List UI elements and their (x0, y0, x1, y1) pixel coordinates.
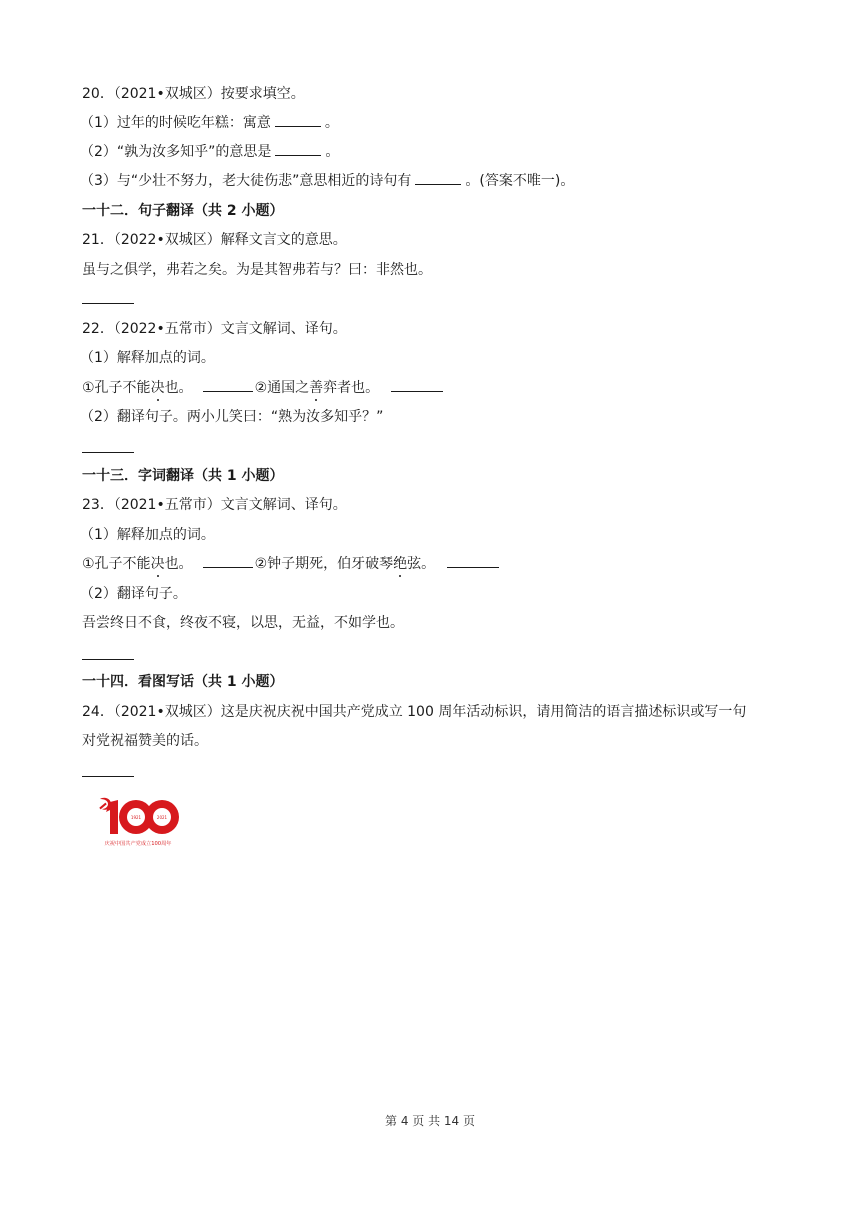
answer-blank[interactable] (391, 379, 443, 392)
answer-blank[interactable] (203, 555, 253, 568)
q20-part2-text: （2）“孰为汝多知乎”的意思是 (80, 144, 272, 160)
q20-part1-text: （1）过年的时候吃年糕：寓意 (80, 115, 271, 131)
q22-item1-text: ①孔子不能 (82, 380, 151, 396)
dotted-word: 绝 (393, 556, 408, 572)
q23-header: 23．（2021•五常市）文言文解词、译句。 (82, 497, 347, 513)
q23-items (82, 555, 503, 573)
answer-blank[interactable] (415, 172, 461, 185)
answer-blank[interactable] (203, 379, 253, 392)
dotted-word: 善 (309, 380, 324, 396)
answer-line[interactable] (82, 452, 134, 453)
q22-item2-text: ②通国之 (254, 380, 310, 396)
q20-part1 (80, 114, 339, 132)
q23-text: 吾尝终日不食，终夜不寝，以思，无益，不如学也。 (82, 615, 404, 631)
q20-part3 (80, 172, 574, 190)
section-heading: 一十四．看图写话（共 1 小题） (82, 674, 284, 690)
q24-header: 24．（2021•双城区）这是庆祝庆祝中国共产党成立 100 周年活动标识，请用简洁的语言描述标识或写一句 (82, 704, 747, 720)
dotted-word: 决 (150, 380, 165, 396)
q22-part2: （2）翻译句子。两小儿笑曰：“熟为汝多知乎？” (80, 409, 384, 425)
q20-part3-text: （3）与“少壮不努力，老大徒伤悲”意思相近的诗句有 (80, 173, 412, 189)
q24-header-cont: 对党祝福赞美的话。 (82, 733, 208, 749)
logo-year-right: 2021 (156, 815, 168, 820)
page-number: 第 4 页 共 14 页 (385, 1114, 475, 1128)
logo-year-left: 1921 (130, 815, 142, 820)
q23-item1-text: ①孔子不能 (82, 556, 151, 572)
q22-items (82, 379, 447, 397)
q22-item2-end: 弈者也。 (323, 380, 380, 396)
cpc-100-anniversary-logo (96, 796, 180, 848)
q23-item1-end: 也。 (164, 556, 193, 572)
q22-header: 22．（2022•五常市）文言文解词、译句。 (82, 321, 347, 337)
answer-blank[interactable] (275, 114, 321, 127)
q20-header: 20．（2021•双城区）按要求填空。 (82, 86, 305, 102)
q23-part2: （2）翻译句子。 (80, 586, 187, 602)
q20-part1-end: 。 (324, 115, 339, 131)
section-heading: 一十二．句子翻译（共 2 小题） (82, 203, 284, 219)
q21-text: 虽与之俱学，弗若之矣。为是其智弗若与？曰：非然也。 (82, 262, 432, 278)
q22-item1-end: 也。 (164, 380, 193, 396)
answer-blank[interactable] (275, 143, 321, 156)
section-heading: 一十三．字词翻译（共 1 小题） (82, 468, 284, 484)
q20-part2 (80, 143, 339, 161)
q23-part1: （1）解释加点的词。 (80, 527, 215, 543)
answer-line[interactable] (82, 776, 134, 777)
q22-part1: （1）解释加点的词。 (80, 350, 215, 366)
q21-header: 21．（2022•双城区）解释文言文的意思。 (82, 232, 347, 248)
answer-line[interactable] (82, 659, 134, 660)
q23-item2-text: ②钟子期死，伯牙破琴 (254, 556, 394, 572)
q20-part3-end: 。(答案不唯一)。 (465, 173, 575, 189)
answer-line[interactable] (82, 303, 134, 304)
q20-part2-end: 。 (325, 144, 340, 160)
dotted-word: 决 (150, 556, 165, 572)
logo-caption: 庆祝中国共产党成立100周年 (104, 841, 172, 847)
answer-blank[interactable] (447, 555, 499, 568)
q23-item2-end: 弦。 (407, 556, 436, 572)
